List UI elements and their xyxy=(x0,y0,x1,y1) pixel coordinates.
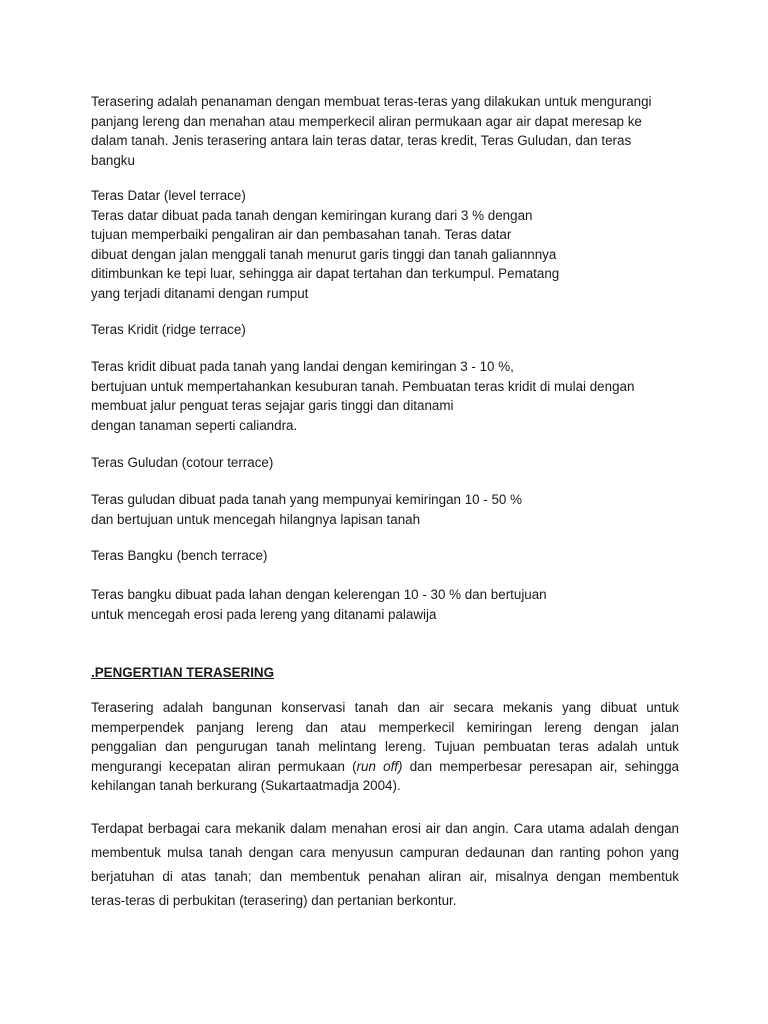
section-line: Teras datar dibuat pada tanah dengan kemiringan kurang dari 3 % dengan xyxy=(91,207,533,223)
teras-datar-section xyxy=(91,186,559,303)
section-line: ditimbunkan ke tepi luar, sehingga air dapat tertahan dan terkumpul. Pematang xyxy=(91,266,560,281)
pengertian-paragraph-1 xyxy=(91,698,679,796)
section-line: dengan tanaman seperti caliandra. xyxy=(91,417,298,433)
section-line: untuk mencegah erosi pada lereng yang ditanami palawija xyxy=(91,606,437,622)
section-line: Teras guludan dibuat pada tanah yang mempunyai kemiringan 10 - 50 % xyxy=(91,492,523,507)
text-run: mengurangi kecepatan aliran permukaan ( xyxy=(91,758,357,774)
paragraph-line: membentuk mulsa tanah dengan cara menyusun campuran dedaunan dan ranting pohon yang xyxy=(91,845,679,860)
paragraph-line: memperpendek panjang lereng dan atau memperkecil kemiringan lereng dengan jalan xyxy=(91,719,679,735)
section-line: Teras bangku dibuat pada lahan dengan kelerengan 10 - 30 % dan bertujuan xyxy=(91,587,547,602)
section-line: bertujuan untuk mempertahankan kesuburan tanah. Pembuatan teras kridit di mulai dengan xyxy=(91,378,635,394)
paragraph-line: Terdapat berbagai cara mekanik dalam menahan erosi air dan angin. Cara utama adalah dengan xyxy=(91,821,679,836)
section-line: yang terjadi ditanami dengan rumput xyxy=(91,285,309,301)
pengertian-heading: .PENGERTIAN TERASERING xyxy=(91,665,275,680)
paragraph-line: Terasering adalah bangunan konservasi tanah dan air secara mekanis yang dibuat untuk xyxy=(91,700,679,715)
pengertian-paragraph-2 xyxy=(91,817,679,913)
text-run: dan memperbesar peresapan air, sehingga xyxy=(402,758,679,774)
teras-kridit-heading-block xyxy=(91,320,246,340)
section-line: dibuat dengan jalan menggali tanah menurut garis tinggi dan tanah galiannnya xyxy=(91,246,557,262)
teras-guludan-body xyxy=(91,490,522,529)
section-heading: Teras Guludan (cotour terrace) xyxy=(91,455,274,470)
section-line: dan bertujuan untuk mencegah hilangnya lapisan tanah xyxy=(91,511,421,527)
teras-kridit-body xyxy=(91,357,634,435)
section-line: membuat jalur penguat teras sejajar garis tinggi dan ditanami xyxy=(91,398,454,413)
italic-term: run off) xyxy=(356,758,403,774)
teras-guludan-heading-block xyxy=(91,453,273,473)
paragraph-line xyxy=(91,757,679,777)
intro-paragraph xyxy=(91,92,652,170)
intro-line: bangku xyxy=(91,152,135,168)
paragraph-line: teras-teras di perbukitan (terasering) dan pertanian berkontur. xyxy=(91,893,457,908)
intro-line: dalam tanah. Jenis terasering antara lain teras datar, teras kredit, Teras Guludan, dan teras xyxy=(91,133,632,148)
intro-line: panjang lereng dan menahan atau memperkecil aliran permukaan agar air dapat meresap ke xyxy=(91,113,642,129)
section-heading: Teras Kridit (ridge terrace) xyxy=(91,322,246,337)
paragraph-line: berjatuhan di atas tanah; dan membentuk penahan aliran air, misalnya dengan membentuk xyxy=(91,869,679,884)
section-heading: Teras Datar (level terrace) xyxy=(91,188,246,203)
teras-bangku-body xyxy=(91,585,547,624)
intro-line: Terasering adalah penanaman dengan membuat teras-teras yang dilakukan untuk mengurangi xyxy=(91,94,652,109)
paragraph-line: kehilangan tanah berkurang (Sukartaatmadja 2004). xyxy=(91,778,401,793)
section-line: Teras kridit dibuat pada tanah yang landai dengan kemiringan 3 - 10 %, xyxy=(91,359,514,374)
teras-bangku-heading-block xyxy=(91,546,267,566)
pengertian-heading-block xyxy=(91,663,274,683)
section-heading: Teras Bangku (bench terrace) xyxy=(91,548,268,563)
paragraph-line: penggalian dan pengurugan tanah melintang lereng. Tujuan pembuatan teras adalah untuk xyxy=(91,739,679,754)
section-line: tujuan memperbaiki pengaliran air dan pembasahan tanah. Teras datar xyxy=(91,227,512,242)
